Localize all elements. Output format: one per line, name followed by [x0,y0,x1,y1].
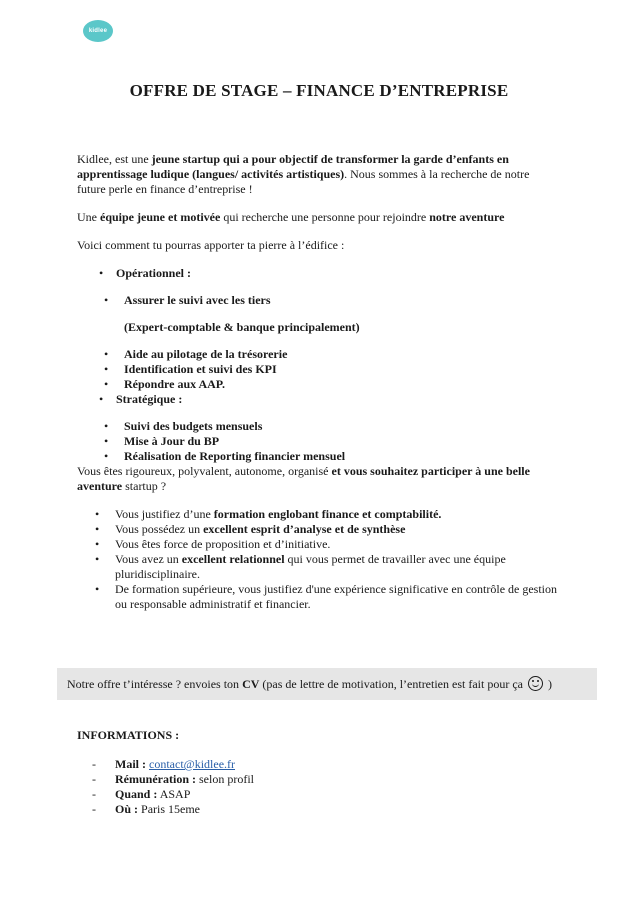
intro-paragraph [77,152,557,197]
list-item-text: Assurer le suivi avec les tiers [124,293,271,307]
missions-list [77,266,557,464]
info-value: ASAP [157,787,191,801]
requirements-list [80,507,557,612]
banner-text [57,676,552,692]
mail-link[interactable]: contact@kidlee.fr [149,757,236,771]
informations-heading: INFORMATIONS : [77,728,180,742]
info-label: Rémunération : [115,772,196,786]
requirement-item [80,582,557,612]
req-text: Vous avez un [115,552,182,566]
list-item-text: Suivi des budgets mensuels [124,419,263,433]
info-when [77,787,557,802]
intro-text: Kidlee, est une [77,152,152,166]
application-banner [57,668,597,700]
list-item [104,434,557,449]
intro-bold: jeune startup qui a pour objectif de transformer la garde d’enfants en apprentissage ludique (langues/ activités artistiques) [77,152,509,181]
info-pay [77,772,557,787]
requirement-item [80,552,557,582]
requirement-item [80,507,557,522]
info-where [77,802,557,817]
requirement-item [80,537,557,552]
list-item [104,449,557,464]
profile-paragraph [77,464,557,494]
banner-text-mid: (pas de lettre de motivation, l’entretien est fait pour ça [259,677,526,691]
profile-bold: et vous souhaitez participer à une belle aventure [77,464,530,493]
section-heading [82,392,557,407]
team-text-mid: qui recherche une personne pour rejoindre [220,210,430,224]
list-item [104,293,557,308]
team-bold: équipe jeune et motivée [100,210,221,224]
smiley-icon [528,676,543,691]
banner-text-end: ) [544,677,552,691]
informations-list [77,757,557,817]
info-value: Paris 15eme [138,802,201,816]
page-title: OFFRE DE STAGE – FINANCE D’ENTREPRISE [129,81,509,100]
list-item [104,419,557,434]
list-item [104,377,557,392]
operationnel-items [104,293,557,308]
banner-cv: CV [242,677,260,691]
banner-text-start: Notre offre t’intéresse ? envoies ton [67,677,243,691]
informations-section [77,728,557,817]
req-text: De formation supérieure, vous justifiez d'une expérience significative en contrôle de gestion ou responsable administratif et financier. [115,582,558,611]
info-label: Où : [115,802,139,816]
list-item-text: Identification et suivi des KPI [124,362,277,376]
kidlee-logo [83,20,113,42]
strategique-items [104,419,557,464]
team-paragraph [77,210,557,225]
team-text: Une [77,210,100,224]
how-paragraph: Voici comment tu pourras apporter ta pierre à l’édifice : [77,238,345,252]
req-text: Vous possédez un [115,522,204,536]
list-item-text: Aide au pilotage de la trésorerie [124,347,288,361]
section-operationnel [82,266,557,392]
section-heading [82,266,557,281]
info-label: Quand : [115,787,158,801]
req-bold: excellent relationnel [181,552,285,566]
item-note-text: (Expert-comptable & banque principalement) [124,320,360,334]
logo-text: kidlee [88,27,108,34]
info-mail [77,757,557,772]
list-item-text: Réalisation de Reporting financier mensuel [124,449,346,463]
section-heading-text: Opérationnel : [116,266,191,280]
operationnel-items-more [104,347,557,392]
offer-body [77,152,557,612]
req-text: Vous êtes force de proposition et d’initiative. [115,537,331,551]
req-text-end: qui vous permet de travailler avec une équipe pluridisciplinaire. [115,552,506,581]
intro-text-end: . Nous sommes à la recherche de notre future perle en finance d’entreprise ! [77,167,530,196]
team-bold-end: notre aventure [429,210,505,224]
section-heading-text: Stratégique : [116,392,183,406]
list-item [104,362,557,377]
req-text: Vous justifiez d’une [115,507,214,521]
list-item-text: Mise à Jour du BP [124,434,220,448]
profile-text: Vous êtes rigoureux, polyvalent, autonome, organisé [77,464,332,478]
section-strategique [82,392,557,464]
requirement-item [80,522,557,537]
item-note [104,320,557,335]
req-bold: formation englobant finance et comptabilité. [213,507,442,521]
req-bold: excellent esprit d’analyse et de synthèse [203,522,406,536]
info-value: selon profil [196,772,254,786]
list-item-text: Répondre aux AAP. [124,377,226,391]
info-label: Mail : [115,757,146,771]
profile-text-end: startup ? [122,479,167,493]
list-item [104,347,557,362]
